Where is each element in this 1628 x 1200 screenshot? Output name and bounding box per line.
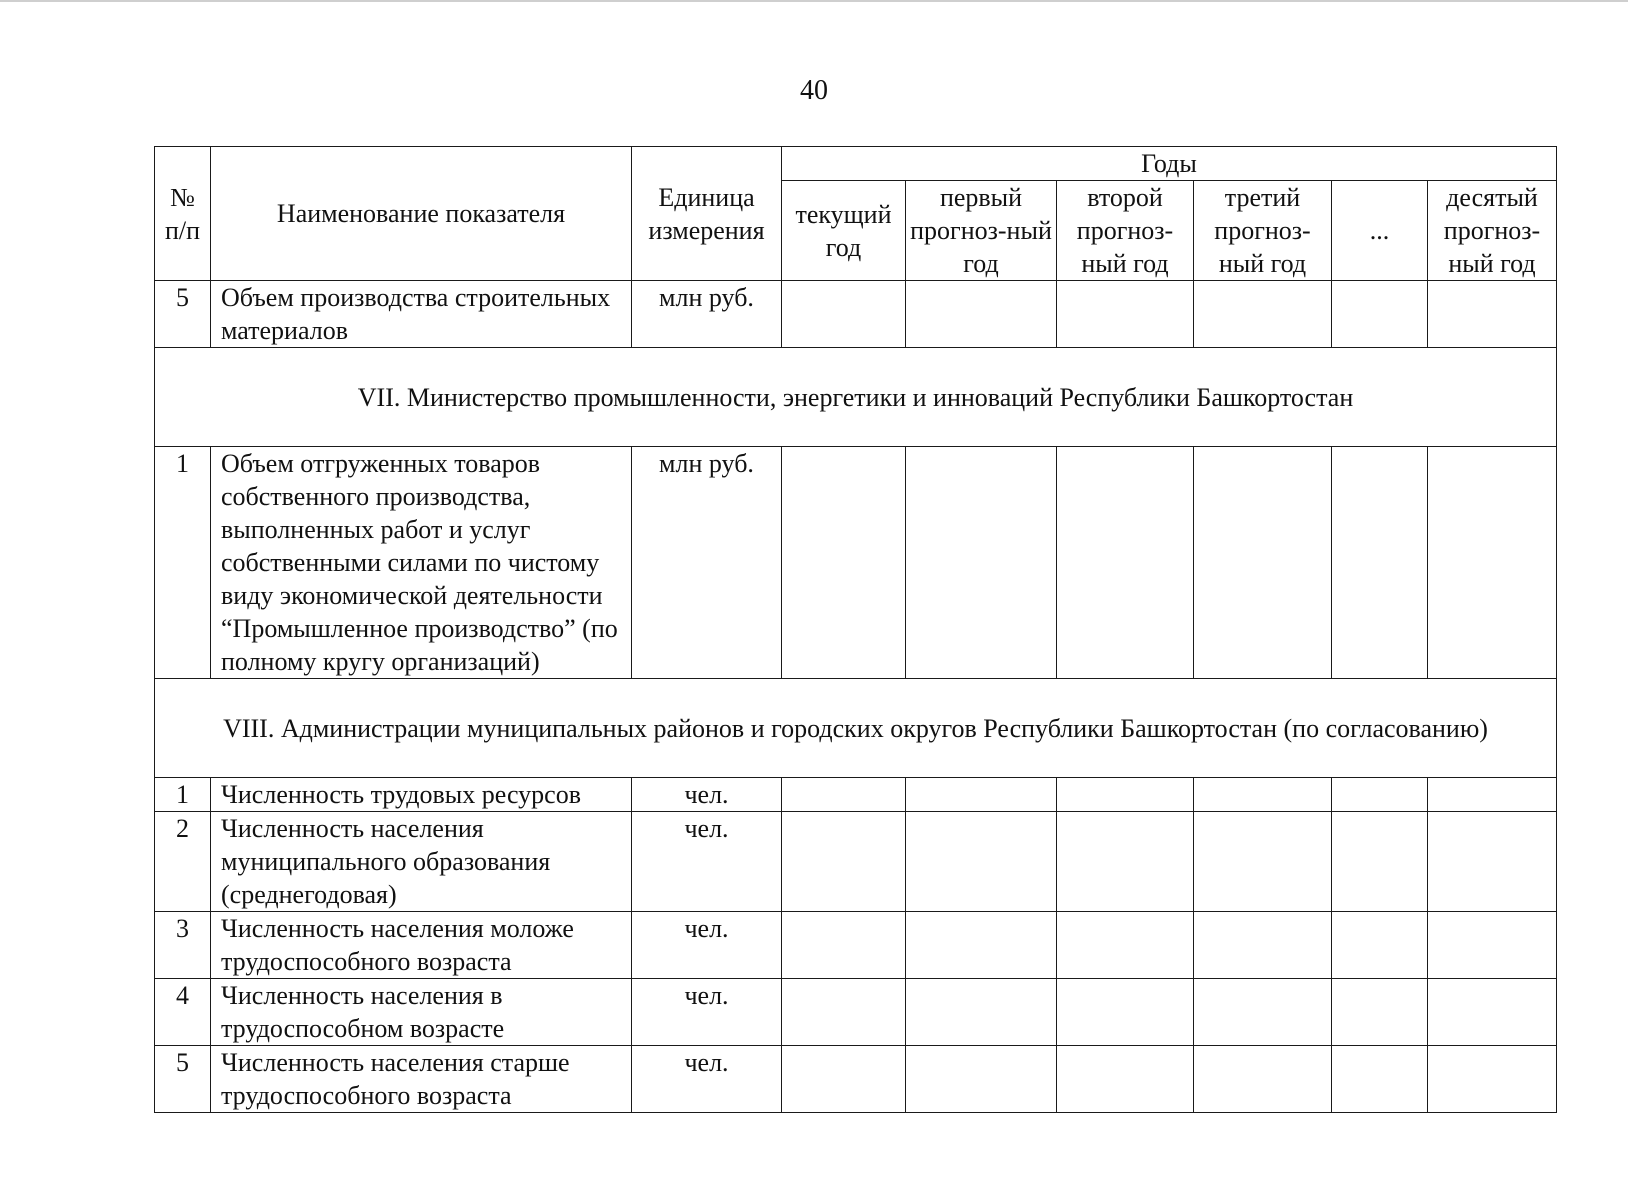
- value-cell: [1057, 979, 1194, 1046]
- value-cell: [782, 281, 906, 348]
- row-name: Объем отгруженных товаров собственного производства, выполненных работ и услуг собственными силами по чистому виду экономической деятельности “Промышленное производство” (по полному кругу организаций): [211, 447, 632, 679]
- header-year-ellipsis: ...: [1332, 181, 1428, 281]
- section-title-viii: VIII. Администрации муниципальных районов и городских округов Республики Башкортостан (по согласованию): [155, 679, 1557, 778]
- value-cell: [906, 979, 1057, 1046]
- row-num: 1: [155, 447, 211, 679]
- row-name: Численность населения муниципального образования (среднегодовая): [211, 812, 632, 912]
- value-cell: [1194, 912, 1332, 979]
- value-cell: [782, 447, 906, 679]
- table-row: [155, 912, 1557, 979]
- row-name: Численность трудовых ресурсов: [211, 778, 632, 812]
- header-year-current: текущий год: [782, 181, 906, 281]
- header-num: № п/п: [155, 147, 211, 281]
- indicators-table: [154, 146, 1557, 1113]
- row-unit: млн руб.: [632, 447, 782, 679]
- page-number: 40: [800, 75, 828, 106]
- header-unit: Единица измерения: [632, 147, 782, 281]
- row-unit: чел.: [632, 912, 782, 979]
- value-cell: [1194, 447, 1332, 679]
- row-unit: чел.: [632, 812, 782, 912]
- table-row: [155, 812, 1557, 912]
- value-cell: [1194, 812, 1332, 912]
- table-row: [155, 281, 1557, 348]
- value-cell: [1332, 778, 1428, 812]
- value-cell: [1057, 778, 1194, 812]
- scan-edge-line: [0, 0, 1628, 2]
- value-cell: [1332, 1046, 1428, 1113]
- value-cell: [1194, 778, 1332, 812]
- table-row: [155, 979, 1557, 1046]
- value-cell: [1057, 447, 1194, 679]
- value-cell: [906, 912, 1057, 979]
- row-num: 4: [155, 979, 211, 1046]
- row-num: 1: [155, 778, 211, 812]
- row-num: 5: [155, 1046, 211, 1113]
- value-cell: [1194, 1046, 1332, 1113]
- value-cell: [906, 812, 1057, 912]
- value-cell: [906, 1046, 1057, 1113]
- value-cell: [1057, 912, 1194, 979]
- row-name: Объем производства строительных материалов: [211, 281, 632, 348]
- value-cell: [1428, 281, 1557, 348]
- value-cell: [1332, 812, 1428, 912]
- section-title-vii: VII. Министерство промышленности, энергетики и инноваций Республики Башкортостан: [155, 348, 1557, 447]
- header-year-first: первый прогноз-ный год: [906, 181, 1057, 281]
- row-name: Численность населения моложе трудоспособного возраста: [211, 912, 632, 979]
- value-cell: [782, 1046, 906, 1113]
- header-year-third: третий прогноз-ный год: [1194, 181, 1332, 281]
- row-num: 5: [155, 281, 211, 348]
- row-unit: чел.: [632, 778, 782, 812]
- table-header: [155, 147, 1557, 281]
- value-cell: [906, 778, 1057, 812]
- value-cell: [782, 812, 906, 912]
- value-cell: [1194, 979, 1332, 1046]
- header-years: Годы: [782, 147, 1557, 181]
- section-row: [155, 348, 1557, 447]
- table-row: [155, 447, 1557, 679]
- value-cell: [782, 778, 906, 812]
- value-cell: [1428, 447, 1557, 679]
- value-cell: [1332, 281, 1428, 348]
- row-name: Численность населения старше трудоспособного возраста: [211, 1046, 632, 1113]
- row-name: Численность населения в трудоспособном возрасте: [211, 979, 632, 1046]
- header-year-tenth: десятый прогноз-ный год: [1428, 181, 1557, 281]
- header-name: Наименование показателя: [211, 147, 632, 281]
- value-cell: [782, 912, 906, 979]
- row-unit: чел.: [632, 1046, 782, 1113]
- value-cell: [1332, 979, 1428, 1046]
- header-year-second: второй прогноз-ный год: [1057, 181, 1194, 281]
- value-cell: [1194, 281, 1332, 348]
- table-row: [155, 778, 1557, 812]
- row-num: 3: [155, 912, 211, 979]
- row-unit: млн руб.: [632, 281, 782, 348]
- value-cell: [1332, 912, 1428, 979]
- value-cell: [1332, 447, 1428, 679]
- table-row: [155, 1046, 1557, 1113]
- value-cell: [1428, 778, 1557, 812]
- value-cell: [1428, 1046, 1557, 1113]
- value-cell: [1057, 281, 1194, 348]
- value-cell: [1057, 1046, 1194, 1113]
- section-row: [155, 679, 1557, 778]
- value-cell: [1428, 812, 1557, 912]
- row-unit: чел.: [632, 979, 782, 1046]
- value-cell: [1057, 812, 1194, 912]
- value-cell: [906, 281, 1057, 348]
- value-cell: [782, 979, 906, 1046]
- table-body: [155, 281, 1557, 1113]
- row-num: 2: [155, 812, 211, 912]
- value-cell: [1428, 912, 1557, 979]
- value-cell: [1428, 979, 1557, 1046]
- value-cell: [906, 447, 1057, 679]
